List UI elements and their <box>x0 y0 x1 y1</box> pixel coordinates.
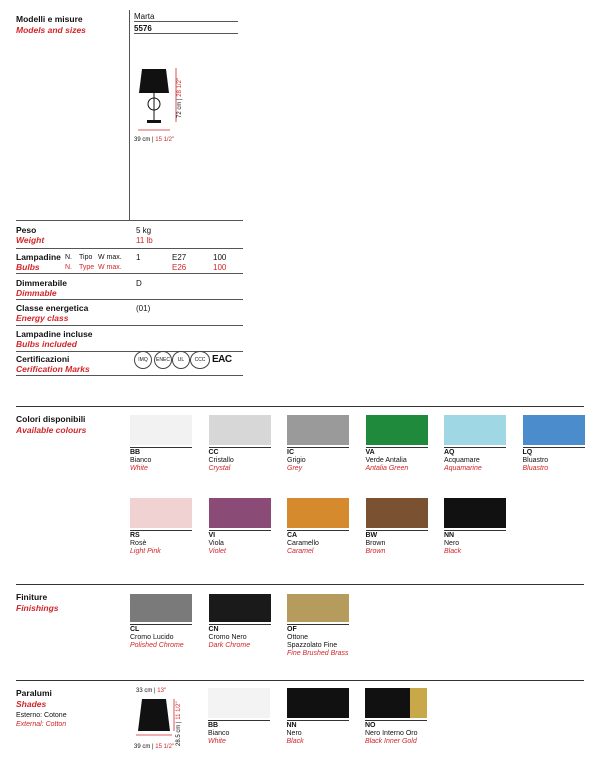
colour-swatch[interactable] <box>130 498 192 528</box>
weight-lb: 11 lb <box>136 236 153 245</box>
shade-name: Bianco <box>208 730 230 737</box>
shade-name: Nero Interno Oro <box>365 730 418 737</box>
finish-name-en: Polished Chrome <box>130 642 184 649</box>
colour-name: Rosè <box>130 540 147 547</box>
finish-code: CL <box>130 626 140 633</box>
colour-name-en: Caramel <box>287 548 314 555</box>
energy-label-en: Energy class <box>16 313 69 323</box>
shade-height-dim: 28.5 cm | 11 1/2" <box>176 701 182 746</box>
finishings-label: Finiture <box>16 592 48 602</box>
colour-code: VA <box>365 449 375 456</box>
finish-item[interactable] <box>209 594 279 650</box>
included-label-en: Bulbs included <box>16 339 77 349</box>
colour-code: AQ <box>444 449 455 456</box>
shades-label: Paralumi <box>16 688 52 698</box>
colour-swatch[interactable] <box>209 415 271 445</box>
colour-code: BB <box>130 449 141 456</box>
colour-name-en: Violet <box>208 548 226 555</box>
colour-name-en: Brown <box>365 548 386 555</box>
colour-code: VI <box>208 532 216 539</box>
shade-swatch[interactable] <box>208 688 270 718</box>
colour-code: CC <box>208 449 219 456</box>
weight-label-en: Weight <box>16 235 45 245</box>
dimmable-value: D <box>136 279 142 288</box>
colour-name-en: Antalia Green <box>365 465 409 472</box>
lamp-width: 39 cm | 15 1/2" <box>134 137 175 143</box>
model-code: 5576 <box>134 24 152 33</box>
finish-name-line2: Spazzolato Fine <box>287 642 338 649</box>
finish-name: Ottone <box>287 634 309 641</box>
colour-name-en: Crystal <box>208 465 231 472</box>
colour-code: CA <box>287 532 298 539</box>
colour-code: RS <box>130 532 140 539</box>
colour-item[interactable] <box>366 415 436 473</box>
dimmable-label-en: Dimmable <box>16 288 57 298</box>
bulbs-label-en: Bulbs <box>16 262 40 272</box>
spec-divider <box>129 10 130 220</box>
finish-item[interactable] <box>287 594 357 658</box>
finishings-label-en: Finishings <box>16 603 59 613</box>
colour-name: Brown <box>365 540 386 547</box>
colour-name: Grigio <box>287 457 306 464</box>
ul-mark-icon: UL <box>172 351 190 369</box>
bulbs-type-us: E26 <box>172 263 187 272</box>
colour-code: NN <box>444 532 455 539</box>
energy-label: Classe energetica <box>16 303 89 313</box>
models-label: Modelli e misure <box>16 14 83 24</box>
colour-swatch[interactable] <box>366 415 428 445</box>
colour-name-en: Grey <box>287 465 303 472</box>
imq-mark-icon: IMQ <box>134 351 152 369</box>
shade-bottom-dim: 39 cm | 15 1/2" <box>134 744 175 750</box>
colour-item[interactable] <box>366 498 436 556</box>
colour-name-en: Black <box>444 548 462 555</box>
colour-swatch[interactable] <box>209 498 271 528</box>
dimmable-label: Dimmerabile <box>16 278 68 288</box>
enec-mark-icon: ENEC <box>154 351 172 369</box>
colour-swatch[interactable] <box>287 415 349 445</box>
colour-swatch[interactable] <box>523 415 585 445</box>
included-label: Lampadine incluse <box>16 329 93 339</box>
ccc-mark-icon: CCC <box>190 351 210 369</box>
colour-code: IC <box>287 449 294 456</box>
colour-name: Nero <box>444 540 460 547</box>
weight-label: Peso <box>16 225 37 235</box>
bulbs-label: Lampadine <box>16 252 61 262</box>
shade-top-dim: 33 cm | 13" <box>136 688 167 694</box>
shade-item[interactable] <box>287 688 357 746</box>
finish-code: OF <box>287 626 297 633</box>
finish-swatch[interactable] <box>130 594 192 622</box>
colour-name-en: White <box>130 465 148 472</box>
colours-label: Colori disponibili <box>16 414 86 424</box>
colour-name-en: Light Pink <box>130 548 161 555</box>
weight-kg: 5 kg <box>136 226 152 235</box>
shade-name-en: White <box>208 738 226 745</box>
colour-code: BW <box>365 532 378 539</box>
colour-name: Viola <box>208 540 224 547</box>
colour-item[interactable] <box>209 415 279 473</box>
cert-label: Certificazioni <box>16 354 70 364</box>
energy-value: (01) <box>136 304 151 313</box>
colour-name: Acquamare <box>444 457 480 464</box>
finish-code: CN <box>208 626 219 633</box>
colour-item[interactable] <box>287 498 357 556</box>
bulbs-type: E27 <box>172 253 187 262</box>
shade-name-en: Black Inner Gold <box>365 738 417 745</box>
cert-label-en: Cerification Marks <box>16 364 90 374</box>
shade-swatch[interactable] <box>365 688 427 718</box>
shades-label-en: Shades <box>16 699 47 709</box>
bulbs-watt: 100 <box>213 253 227 262</box>
colour-name: Verde Antalia <box>365 457 407 464</box>
colour-name: Caramello <box>287 540 319 547</box>
shade-item[interactable] <box>208 688 278 746</box>
finish-name: Cromo Nero <box>208 634 247 641</box>
shade-name-en: Black <box>286 738 304 745</box>
colour-item[interactable] <box>130 415 200 473</box>
shade-code: NN <box>286 722 297 729</box>
finish-name-en: Fine Brushed Brass <box>287 650 349 657</box>
eac-mark-icon: EAC <box>212 354 232 365</box>
shades-material: Esterno: Cotone <box>16 712 67 719</box>
colour-swatch[interactable] <box>130 415 192 445</box>
shade-code: NO <box>365 722 376 729</box>
colour-swatch[interactable] <box>444 498 506 528</box>
shade-swatch[interactable] <box>287 688 349 718</box>
colour-swatch[interactable] <box>287 498 349 528</box>
finish-name-en: Dark Chrome <box>208 642 251 649</box>
colour-name-en: Bluastro <box>522 465 549 472</box>
model-name: Marta <box>134 12 155 21</box>
finish-item[interactable] <box>130 594 200 650</box>
shade-name: Nero <box>286 730 302 737</box>
colour-item[interactable] <box>444 415 514 473</box>
lamp-height: 72 cm | 28 1/2" <box>177 77 183 118</box>
finish-name: Cromo Lucido <box>130 634 174 641</box>
colour-item[interactable] <box>209 498 279 556</box>
finish-swatch[interactable] <box>287 594 349 622</box>
colour-item[interactable] <box>444 498 514 556</box>
colour-name-en: Aquamarine <box>444 465 482 472</box>
finish-swatch[interactable] <box>209 594 271 622</box>
models-label-en: Models and sizes <box>16 25 86 35</box>
colour-name: Bluastro <box>522 457 549 464</box>
colour-swatch[interactable] <box>444 415 506 445</box>
colour-item[interactable] <box>287 415 357 473</box>
shade-code: BB <box>208 722 219 729</box>
colours-label-en: Available colours <box>16 425 87 435</box>
colour-code: LQ <box>522 449 533 456</box>
bulbs-watt-us: 100 <box>213 263 227 272</box>
colour-name: Cristallo <box>208 457 234 464</box>
bulbs-n: 1 <box>136 253 141 262</box>
colour-item[interactable] <box>523 415 593 473</box>
colour-item[interactable] <box>130 498 200 556</box>
colour-swatch[interactable] <box>366 498 428 528</box>
shades-material-en: External: Cotton <box>16 721 67 728</box>
colour-name: Bianco <box>130 457 152 464</box>
shade-item[interactable] <box>365 688 435 746</box>
